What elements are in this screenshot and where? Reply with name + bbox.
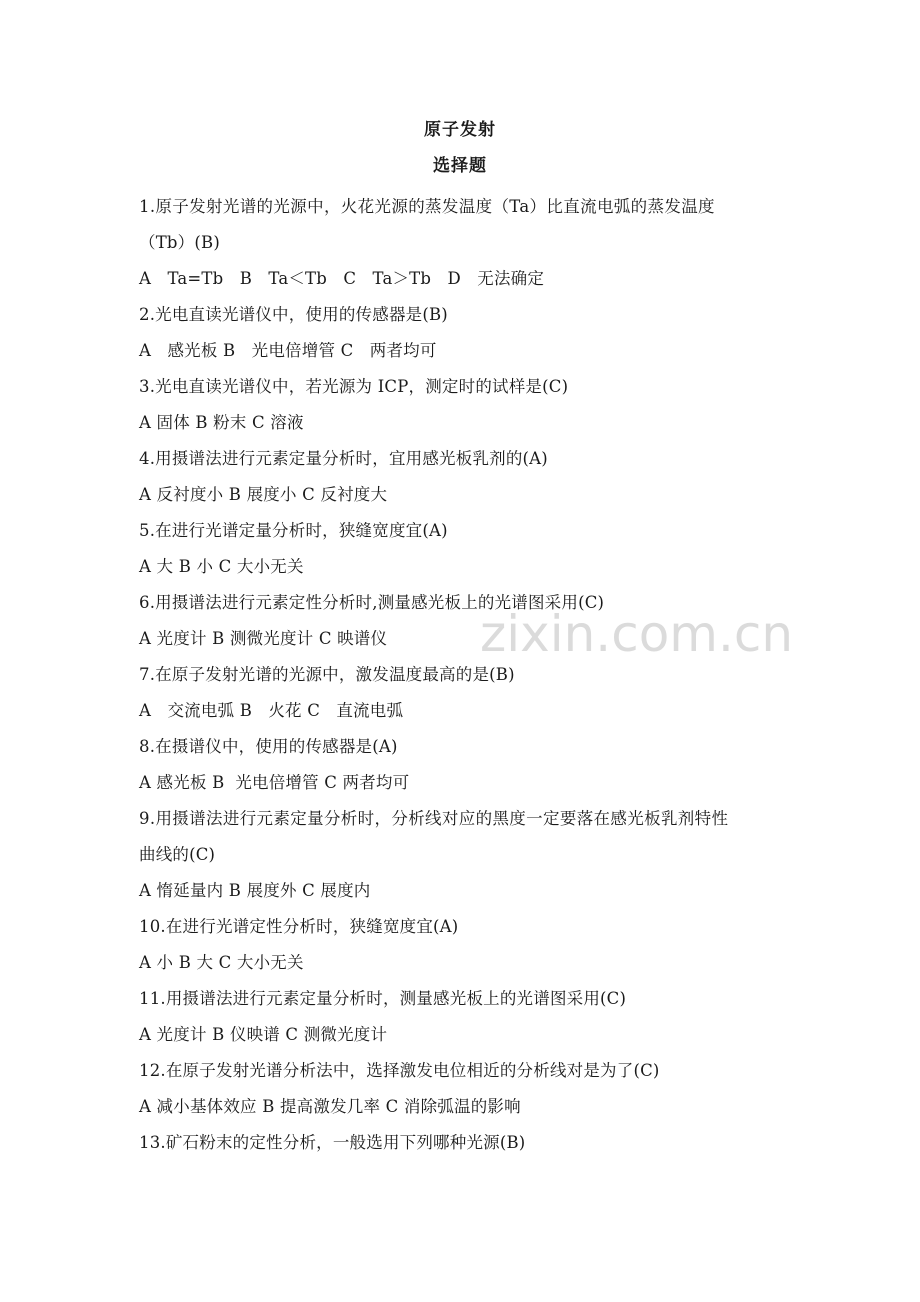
- question-11-options: A 光度计 B 仪映谱 C 测微光度计: [139, 1025, 388, 1044]
- question-9-line-2: 曲线的(C): [139, 845, 216, 864]
- watermark: zixin.com.cn: [480, 605, 794, 663]
- question-4-options: A 反衬度小 B 展度小 C 反衬度大: [139, 485, 388, 504]
- question-5-options: A 大 B 小 C 大小无关: [139, 557, 304, 576]
- question-5: 5.在进行光谱定量分析时，狭缝宽度宜(A): [139, 521, 448, 540]
- question-10: 10.在进行光谱定性分析时，狭缝宽度宜(A): [139, 917, 459, 936]
- question-7-options: A 交流电弧 B 火花 C 直流电弧: [139, 701, 404, 720]
- question-12-options: A 减小基体效应 B 提高激发几率 C 消除弧温的影响: [139, 1097, 521, 1116]
- question-3-options: A 固体 B 粉末 C 溶液: [139, 413, 304, 432]
- question-1-line-1: 1.原子发射光谱的光源中，火花光源的蒸发温度（Ta）比直流电弧的蒸发温度: [139, 197, 715, 216]
- question-9-line-1: 9.用摄谱法进行元素定量分析时，分析线对应的黑度一定要落在感光板乳剂特性: [139, 809, 729, 828]
- question-12: 12.在原子发射光谱分析法中，选择激发电位相近的分析线对是为了(C): [139, 1061, 660, 1080]
- question-2: 2.光电直读光谱仪中，使用的传感器是(B): [139, 305, 448, 324]
- question-8-options: A 感光板 B 光电倍增管 C 两者均可: [139, 773, 410, 792]
- document-title: 原子发射: [424, 120, 496, 140]
- question-13: 13.矿石粉末的定性分析，一般选用下列哪种光源(B): [139, 1133, 526, 1152]
- question-3: 3.光电直读光谱仪中，若光源为 ICP，测定时的试样是(C): [139, 377, 569, 396]
- question-1-line-2: （Tb）(B): [139, 233, 220, 252]
- question-6-options: A 光度计 B 测微光度计 C 映谱仪: [139, 629, 388, 648]
- question-9-options: A 惰延量内 B 展度外 C 展度内: [139, 881, 371, 900]
- question-8: 8.在摄谱仪中，使用的传感器是(A): [139, 737, 398, 756]
- question-list: [139, 189, 789, 1161]
- question-10-options: A 小 B 大 C 大小无关: [139, 953, 304, 972]
- question-4: 4.用摄谱法进行元素定量分析时，宜用感光板乳剂的(A): [139, 449, 548, 468]
- question-6: 6.用摄谱法进行元素定性分析时,测量感光板上的光谱图采用(C): [139, 593, 605, 612]
- question-7: 7.在原子发射光谱的光源中，激发温度最高的是(B): [139, 665, 515, 684]
- question-2-options: A 感光板 B 光电倍增管 C 两者均可: [139, 341, 437, 360]
- question-1-options: A Ta=Tb B Ta＜Tb C Ta＞Tb D 无法确定: [139, 269, 545, 288]
- question-11: 11.用摄谱法进行元素定量分析时，测量感光板上的光谱图采用(C): [139, 989, 627, 1008]
- section-heading: 选择题: [433, 156, 487, 176]
